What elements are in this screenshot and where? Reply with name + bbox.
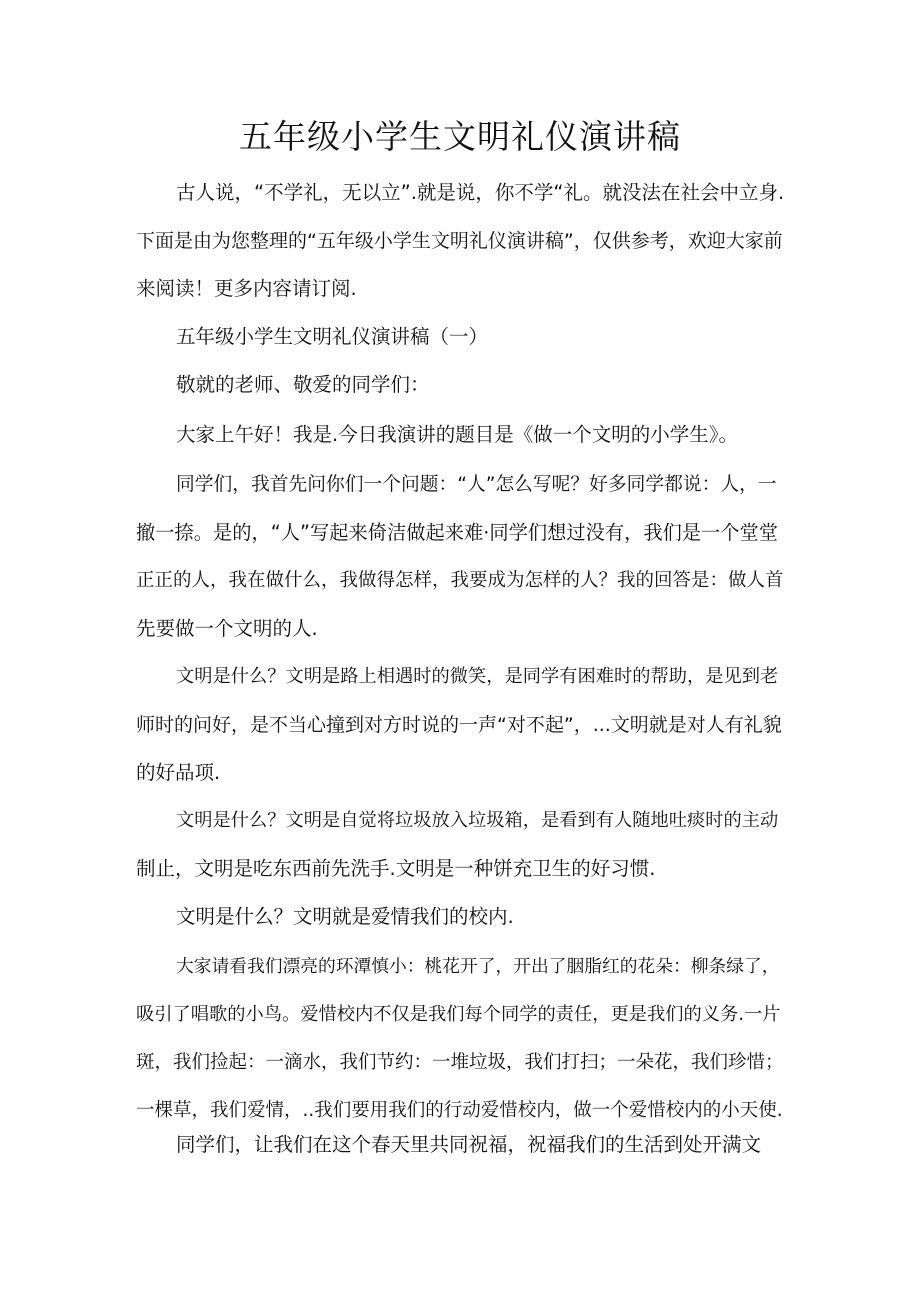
text-line: 同学们，我首先问你们一个问题：“人”怎么写呢？好多同学都说：人，一 [176,474,777,495]
text-line: 吸引了唱歌的小鸟。爱惜校内不仅是我们每个同学的责任，更是我们的义务.一片 [136,1004,781,1025]
text-line: 师时的问好，是不当心撞到对方时说的一声“对不起”，...文明就是对人有礼貌 [136,714,782,736]
text-line: 斑，我们捡起：一滴水，我们节约：一堆垃圾，我们打扫；一朵花，我们珍惜； [136,1052,784,1073]
text-line: 下面是由为您整理的“五年级小学生文明礼仪演讲稿”，仅供参考，欢迎大家前 [136,230,783,252]
text-line: 大家上午好！我是.今日我演讲的题目是《做一个文明的小学生》。 [176,423,738,446]
text-line: 一棵草，我们爱情，..我们要用我们的行动爱惜校内，做一个爱惜校内的小天使. [136,1100,783,1121]
text-line: 同学们，让我们在这个春天里共同祝福，祝福我们的生活到处开满文 [176,1133,762,1156]
text-line: 先要做一个文明的人. [136,617,318,640]
text-line: 文明是什么？文明是自觉将垃圾放入垃圾箱，是看到有人随地吐痰时的主动 [176,810,779,831]
text-line: 制止，文明是吃东西前先洗手.文明是一种饼充卫生的好习惯. [136,857,656,880]
text-line: 来阅读！更多内容请订阅. [136,277,357,300]
document-title: 五年级小学生文明礼仪演讲稿 [239,117,681,156]
text-line: 大家请看我们漂亮的环潭慎小：桃花开了，开出了胭脂红的花朵：柳条绿了， [176,957,780,977]
text-line: 正正的人，我在做什么，我做得怎样，我要成为怎样的人？我的回答是：做人首 [136,570,784,591]
section-heading: 五年级小学生文明礼仪演讲稿（一） [176,325,489,348]
text-line: 古人说，“不学礼，无以立”.就是说，你不学“礼。就没法在社会中立身. [176,181,785,204]
text-line: 的好品项. [136,761,221,784]
salutation: 敬就的老师、敬爱的同学们： [176,373,430,396]
text-line: 撤一捺。是的，“人”写起来倚洁做起来难·同学们想过没有，我们是一个堂堂 [136,521,779,544]
text-line: 文明是什么？文明就是爱情我们的校内. [176,905,514,928]
text-line: 文明是什么？文明是路上相遇时的微笑，是同学有困难时的帮助，是见到老 [176,666,779,687]
